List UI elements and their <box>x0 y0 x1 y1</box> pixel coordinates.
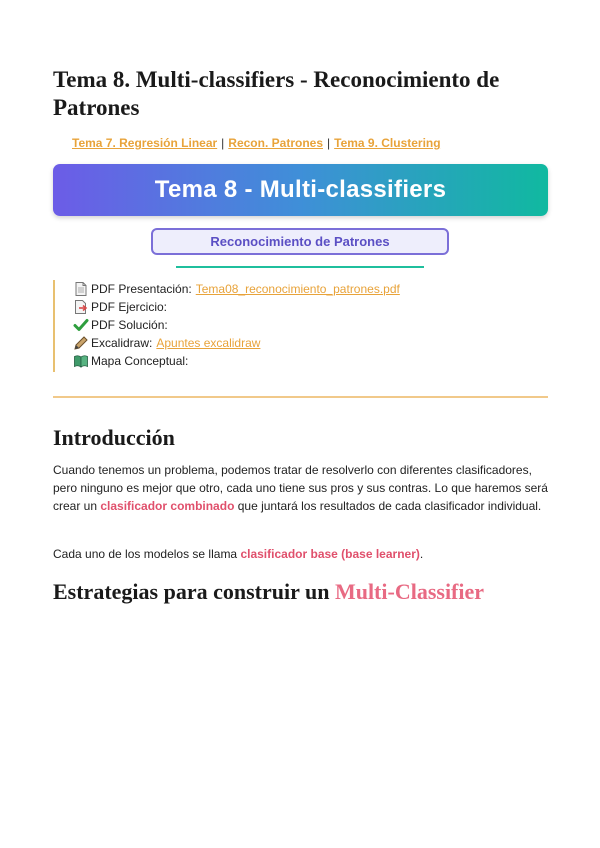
resource-label: Mapa Conceptual: <box>91 354 189 368</box>
checkmark-icon <box>73 317 89 333</box>
nav-link-current[interactable]: Recon. Patrones <box>228 136 323 150</box>
resource-item-pdf-presentacion <box>73 280 453 298</box>
document-arrow-icon <box>73 299 89 315</box>
resource-item-excalidraw <box>73 334 453 352</box>
subtitle-text: Reconocimiento de Patrones <box>210 234 390 249</box>
intro-text: que juntará los resultados de cada clasificador individual. <box>234 499 542 513</box>
base-learner-paragraph <box>53 545 548 563</box>
resource-link-pdf-presentacion[interactable]: Tema08_reconocimiento_patrones.pdf <box>195 282 400 296</box>
nav-separator: | <box>221 136 225 150</box>
nav-link-prev[interactable]: Tema 7. Regresión Linear <box>72 136 218 150</box>
page-title: Tema 8. Multi-classifiers - Reconocimiento de Patrones <box>53 67 500 120</box>
nav-link-next[interactable]: Tema 9. Clustering <box>334 136 441 150</box>
divider <box>176 266 424 268</box>
heading-introduccion: Introducción <box>53 425 175 450</box>
highlight-term: clasificador base (base learner) <box>240 547 420 561</box>
document-icon <box>73 281 89 297</box>
nav-separator: | <box>327 136 331 150</box>
subtitle-box <box>151 228 449 255</box>
pencil-icon <box>73 335 89 351</box>
resource-item-pdf-solucion <box>73 316 453 334</box>
section-divider <box>53 396 548 398</box>
banner-title: Tema 8 - Multi-classifiers <box>154 176 447 203</box>
resource-item-pdf-ejercicio <box>73 298 453 316</box>
resource-label: PDF Presentación: <box>91 282 192 296</box>
paragraph-text: . <box>419 547 424 561</box>
intro-text: Cuando tenemos un problema, podemos tratar de resolverlo con diferentes clasificadores, pero ninguno es mejor que otro, cada uno tiene sus pros y sus contras. Lo que haremos será crear un <box>53 463 548 513</box>
paragraph-text: Cada uno de los modelos se llama <box>53 547 241 561</box>
heading-estrategias <box>53 579 484 605</box>
book-icon <box>73 353 89 369</box>
intro-paragraph <box>53 461 548 515</box>
resource-item-mapa-conceptual <box>73 352 453 370</box>
heading-accent: Multi-Classifier <box>334 579 485 604</box>
resource-label: Excalidraw: <box>91 336 153 350</box>
resource-label: PDF Ejercicio: <box>91 300 168 314</box>
breadcrumb <box>72 136 441 151</box>
title-banner <box>53 164 548 216</box>
heading-text: Estrategias para construir un <box>53 579 335 604</box>
resource-label: PDF Solución: <box>91 318 168 332</box>
resource-link-excalidraw[interactable]: Apuntes excalidraw <box>156 336 261 350</box>
resources-list <box>53 280 453 372</box>
highlight-term: clasificador combinado <box>100 499 235 513</box>
